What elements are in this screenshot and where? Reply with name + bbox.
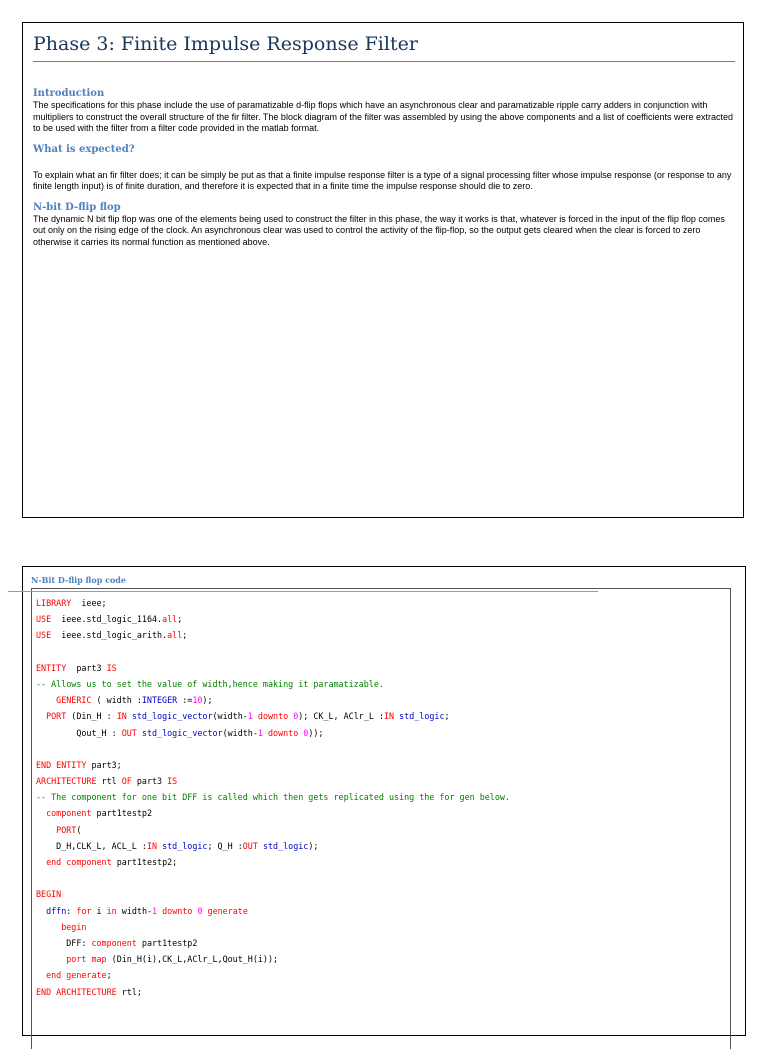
code-line xyxy=(36,805,730,821)
code-token: GENERIC xyxy=(56,695,92,706)
code-token xyxy=(36,808,46,818)
code-token: ieee.std_logic_1164. xyxy=(51,614,163,625)
code-token: end component xyxy=(46,857,112,867)
code-token: std_logic xyxy=(262,840,309,851)
code-token: USE xyxy=(36,614,52,625)
code-token: generate xyxy=(207,905,248,916)
code-token: ( width : xyxy=(91,695,142,706)
code-token: component xyxy=(91,937,137,948)
code-line xyxy=(36,919,730,935)
code-token: Qout_H : xyxy=(36,727,122,738)
code-token: OF xyxy=(121,776,132,787)
code-token: part1testp2 xyxy=(91,808,152,819)
code-token: USE xyxy=(36,630,52,641)
code-token: std_logic_vector xyxy=(131,711,213,722)
code-line xyxy=(36,595,730,611)
code-token: IN xyxy=(383,711,395,722)
code-token: all xyxy=(162,614,178,625)
code-token xyxy=(36,906,46,916)
code-token: := xyxy=(177,695,193,706)
code-token xyxy=(36,857,46,867)
code-token: downto xyxy=(257,711,289,722)
code-top-rule xyxy=(8,591,598,592)
code-token: PORT xyxy=(46,711,67,722)
code-token: -- The component for one bit DFF is called which then gets replicated using the for gen below. xyxy=(36,792,510,803)
code-token: for xyxy=(76,905,92,916)
code-token: part1testp2 xyxy=(136,937,198,948)
code-token: i xyxy=(91,905,107,916)
code-line xyxy=(36,757,730,773)
code-token: IS xyxy=(106,662,117,673)
code-token xyxy=(36,922,61,932)
code-listing xyxy=(32,589,730,1000)
code-token: dffn xyxy=(46,905,67,916)
code-token: end generate xyxy=(46,970,107,981)
code-token: part3 xyxy=(131,776,168,787)
code-token: OUT xyxy=(121,727,137,738)
code-token: (Din_H(i),CK_L,AClr_L,Qout_H(i)); xyxy=(106,954,279,965)
code-token xyxy=(36,954,66,964)
code-token: PORT xyxy=(56,824,77,835)
code-token: END ARCHITECTURE xyxy=(36,986,117,997)
code-token: ; xyxy=(106,970,112,981)
code-token xyxy=(36,825,56,835)
code-line xyxy=(36,660,730,676)
code-token: )); xyxy=(308,727,324,738)
code-line xyxy=(36,611,730,627)
code-line xyxy=(36,838,730,854)
code-line xyxy=(36,984,730,1000)
code-token: part1testp2; xyxy=(111,857,178,867)
code-token: ; xyxy=(182,630,188,641)
code-token: IN xyxy=(116,711,127,722)
code-token: OUT xyxy=(242,840,258,851)
code-line xyxy=(36,627,730,643)
code-token: downto xyxy=(267,727,299,738)
section-heading: N-bit D-flip flop xyxy=(33,201,121,213)
section-heading: What is expected? xyxy=(33,143,135,155)
code-line xyxy=(36,967,730,983)
code-token xyxy=(36,695,56,705)
code-token: : xyxy=(66,905,77,916)
section-nbit-dflipflop xyxy=(33,201,735,249)
code-token: 1 xyxy=(257,727,263,738)
code-token: ; xyxy=(177,614,183,625)
code-token: (width- xyxy=(212,711,248,722)
code-token: DFF: xyxy=(36,937,92,948)
code-token: (width- xyxy=(222,727,258,738)
code-token: part3; xyxy=(86,759,122,770)
code-token xyxy=(36,711,46,721)
code-line xyxy=(36,886,730,902)
code-token: BEGIN xyxy=(36,889,62,900)
section-what-is-expected xyxy=(33,143,735,193)
code-line xyxy=(36,676,730,692)
code-token: ); xyxy=(202,695,213,706)
code-token: begin xyxy=(61,921,87,932)
code-token: rtl; xyxy=(116,986,142,997)
code-token: LIBRARY xyxy=(36,598,72,608)
code-token: -- Allows us to set the value of width,hence making it paramatizable. xyxy=(36,678,384,689)
code-token: 1 xyxy=(247,711,253,722)
code-line xyxy=(36,822,730,838)
document-page-1 xyxy=(22,22,744,518)
section-text: The specifications for this phase include the use of paramatizable d-flip flops which have an asynchronous clear and paramatizable ripple carry adders in conjunction with multipliers to construct the overall structure of the fir filter. The block diagram of the filter was assembled by using the above components and a list of coefficients were extracted to be used with the filter from a filter code provided in the matlab format. xyxy=(33,100,734,133)
section-text: To explain what an fir filter does; it can be simply be put as that a finite impulse response filter is a type of a signal processing filter whose impulse response (or response to any finite length input) is of finite duration, and therefore it is expected that in a finite time the impulse response should die to zero. xyxy=(33,169,732,191)
code-token: ( xyxy=(76,824,82,835)
code-token: rtl xyxy=(96,776,122,787)
section-text: The dynamic N bit flip flop was one of the elements being used to construct the filter in this phase, the way it works is that, whatever is forced in the input of the flip flop comes out only on the rising edge of the clock. An asynchronous clear was used to control the activity of the flip-flop, so the output gets cleared when the clear is forced to zero otherwise it carries its normal function as mentioned above. xyxy=(33,213,725,247)
code-token: component xyxy=(46,808,92,819)
code-token: 0 xyxy=(197,905,203,916)
section-heading: Introduction xyxy=(33,88,105,99)
code-token: 10 xyxy=(192,695,203,706)
code-line xyxy=(36,789,730,805)
code-token: downto xyxy=(162,905,193,916)
code-token: ; xyxy=(444,711,450,722)
code-line xyxy=(36,725,730,741)
code-caption: N-Bit D-flip flop code xyxy=(31,575,126,585)
code-line xyxy=(36,644,730,660)
document-page-2 xyxy=(22,566,746,1036)
code-line xyxy=(36,870,730,886)
code-token: ARCHITECTURE xyxy=(36,776,97,787)
code-token: ieee.std_logic_arith. xyxy=(51,630,168,641)
section-introduction xyxy=(33,87,735,135)
code-token: 0 xyxy=(293,711,299,722)
code-token: std_logic xyxy=(162,840,208,851)
code-token: ENTITY xyxy=(36,662,67,673)
code-line xyxy=(36,903,730,919)
code-token: port map xyxy=(66,954,107,965)
code-token: all xyxy=(167,630,183,641)
page-title: Phase 3: Finite Impulse Response Filter xyxy=(33,33,735,62)
code-token: IS xyxy=(167,776,178,787)
code-token: ; Q_H : xyxy=(207,840,243,851)
code-token: part3 xyxy=(66,662,107,673)
code-token: ); CK_L, AClr_L : xyxy=(298,711,384,722)
code-token xyxy=(36,970,46,980)
code-token: in xyxy=(106,905,117,916)
code-line xyxy=(36,951,730,967)
code-token: D_H,CLK_L, ACL_L : xyxy=(36,840,147,851)
code-token: ); xyxy=(308,840,319,851)
code-token: ieee; xyxy=(71,598,107,608)
code-token: std_logic_vector xyxy=(141,727,223,738)
code-line xyxy=(36,741,730,757)
code-token: INTEGER xyxy=(141,695,178,706)
code-token: std_logic xyxy=(399,711,445,722)
code-token: 0 xyxy=(303,727,309,738)
code-line xyxy=(36,935,730,951)
code-line xyxy=(36,854,730,870)
code-token: IN xyxy=(146,840,158,851)
code-token: width- xyxy=(116,905,153,916)
code-listing-box xyxy=(31,588,731,1049)
code-token: (Din_H : xyxy=(66,711,117,722)
code-token: 1 xyxy=(152,905,158,916)
code-line xyxy=(36,773,730,789)
code-line xyxy=(36,692,730,708)
page-content xyxy=(33,87,735,256)
code-token: END ENTITY xyxy=(36,759,87,770)
code-line xyxy=(36,708,730,724)
